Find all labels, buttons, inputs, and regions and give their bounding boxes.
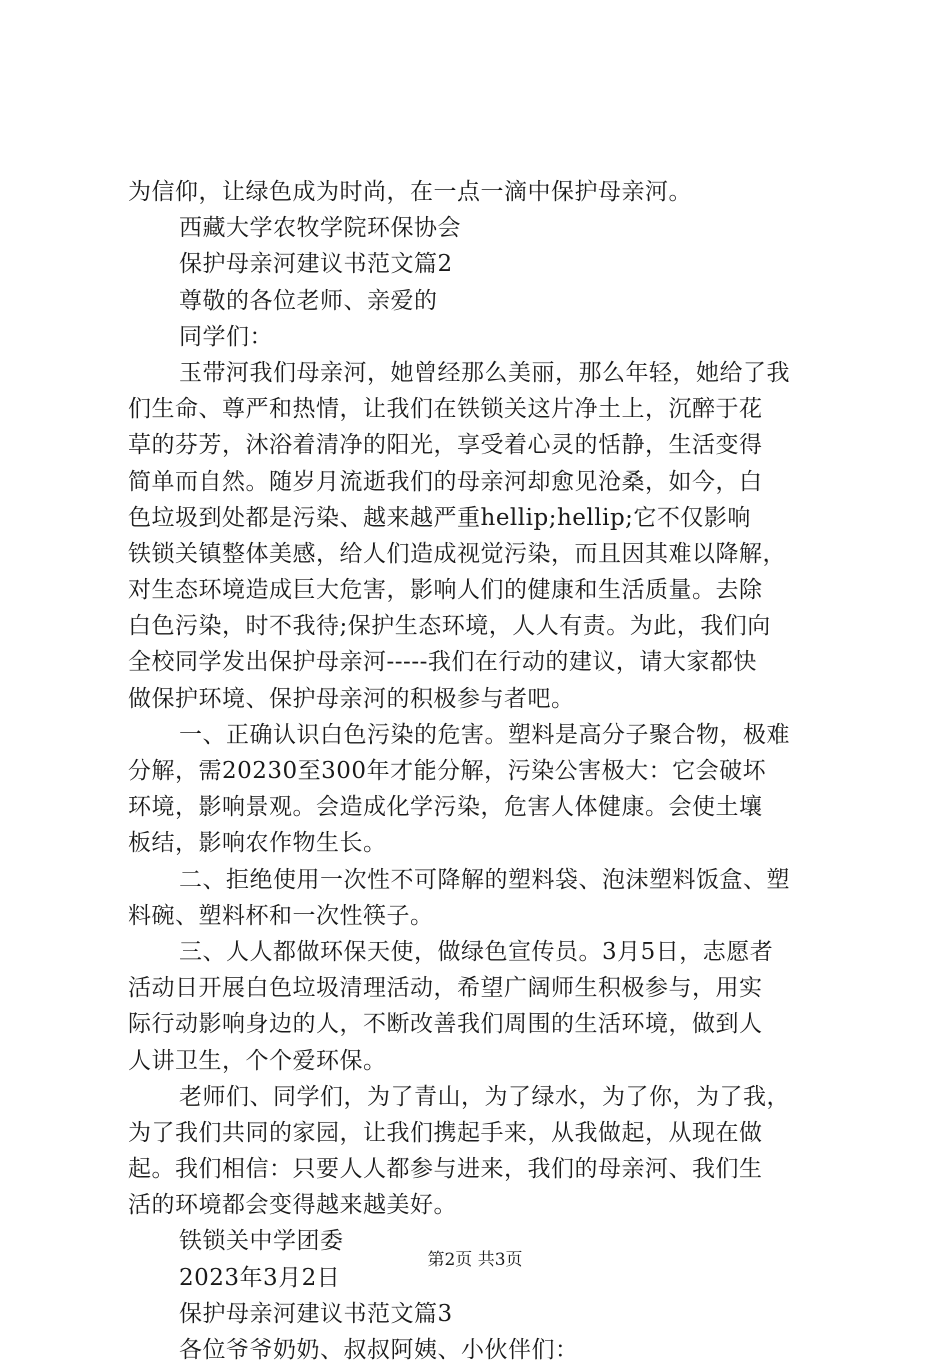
salutation: 尊敬的各位老师、亲爱的 bbox=[179, 287, 438, 314]
paragraph-line: 环境，影响景观。会造成化学污染，危害人体健康。会使土壤 bbox=[128, 794, 763, 821]
paragraph-line: 人讲卫生，个个爱环保。 bbox=[128, 1047, 387, 1074]
document-body bbox=[128, 174, 833, 1368]
paragraph-line: 简单而自然。随岁月流逝我们的母亲河却愈见沧桑，如今，白 bbox=[128, 468, 763, 495]
paragraph-line: 分解，需20230至300年才能分解，污染公害极大：它会破坏 bbox=[128, 758, 767, 784]
paragraph-line: 做保护环境、保护母亲河的积极参与者吧。 bbox=[128, 685, 575, 712]
paragraph-closing bbox=[128, 1079, 833, 1224]
paragraph-line: 起。我们相信：只要人人都参与进来，我们的母亲河、我们生 bbox=[128, 1156, 763, 1183]
section-title: 保护母亲河建议书范文篇3 bbox=[179, 1300, 453, 1327]
paragraph-line: 草的芬芳，沐浴着清净的阳光，享受着心灵的恬静，生活变得 bbox=[128, 432, 763, 459]
paragraph-line: 活的环境都会变得越来越美好。 bbox=[128, 1192, 457, 1219]
paragraph-point-three bbox=[128, 934, 833, 1079]
page-number-footer: 第2页 共3页 bbox=[427, 1250, 523, 1270]
paragraph-line: 际行动影响身边的人，不断改善我们周围的生活环境，做到人 bbox=[128, 1011, 763, 1038]
salutation-continued: 同学们： bbox=[179, 323, 273, 350]
paragraph-line: 白色污染，时不我待;保护生态环境，人人有责。为此，我们向 bbox=[128, 613, 771, 640]
text-line: 为信仰，让绿色成为时尚，在一点一滴中保护母亲河。 bbox=[128, 179, 692, 205]
paragraph-point-one bbox=[128, 717, 833, 862]
salutation: 各位爷爷奶奶、叔叔阿姨、小伙伴们： bbox=[179, 1337, 579, 1363]
paragraph-line: 老师们、同学们，为了青山，为了绿水，为了你，为了我， bbox=[179, 1083, 790, 1110]
paragraph-line: 全校同学发出保护母亲河-----我们在行动的建议，请大家都快 bbox=[128, 649, 757, 676]
paragraph-line: 一、正确认识白色污染的危害。塑料是高分子聚合物，极难 bbox=[179, 721, 790, 748]
paragraph-line: 们生命、尊严和热情，让我们在铁锁关这片净土上，沉醉于花 bbox=[128, 396, 763, 423]
signature-date: 2023年3月2日 bbox=[179, 1264, 341, 1291]
paragraph-line: 色垃圾到处都是污染、越来越严重hellip;hellip;它不仅影响 bbox=[128, 504, 751, 531]
organization-signature: 西藏大学农牧学院环保协会 bbox=[179, 215, 461, 242]
paragraph-line: 三、人人都做环保天使，做绿色宣传员。3月5日，志愿者 bbox=[179, 938, 774, 965]
paragraph-line: 活动日开展白色垃圾清理活动，希望广阔师生积极参与，用实 bbox=[128, 975, 763, 1002]
paragraph-line: 二、拒绝使用一次性不可降解的塑料袋、泡沫塑料饭盒、塑 bbox=[179, 866, 790, 893]
paragraph-point-two bbox=[128, 862, 833, 934]
paragraph-line: 为了我们共同的家园，让我们携起手来，从我做起，从现在做 bbox=[128, 1119, 763, 1146]
paragraph-line: 铁锁关镇整体美感，给人们造成视觉污染，而且因其难以降解， bbox=[128, 540, 786, 567]
paragraph-intro bbox=[128, 355, 833, 717]
section-title: 保护母亲河建议书范文篇2 bbox=[179, 251, 453, 278]
paragraph-line: 玉带河我们母亲河，她曾经那么美丽，那么年轻，她给了我 bbox=[179, 359, 790, 386]
paragraph-line: 料碗、塑料杯和一次性筷子。 bbox=[128, 902, 434, 929]
paragraph-line: 对生态环境造成巨大危害，影响人们的健康和生活质量。去除 bbox=[128, 577, 763, 604]
paragraph-line: 板结，影响农作物生长。 bbox=[128, 830, 387, 857]
organization-signature: 铁锁关中学团委 bbox=[179, 1228, 344, 1255]
